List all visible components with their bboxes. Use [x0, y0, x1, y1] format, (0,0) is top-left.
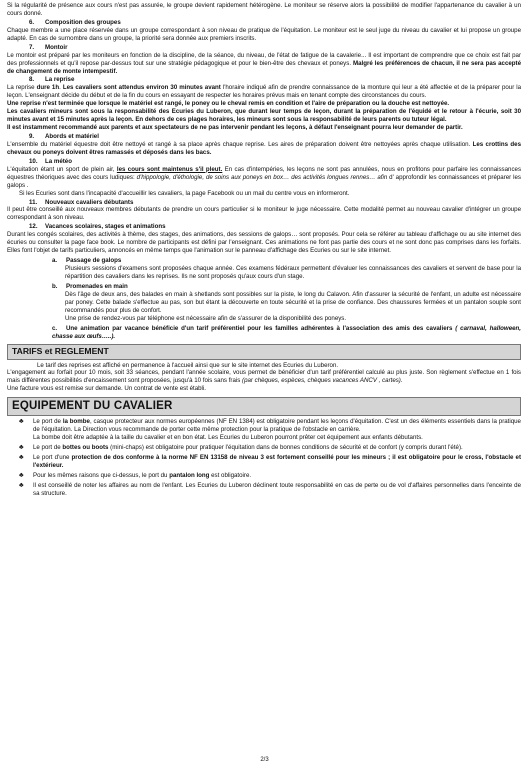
- page-number: 2/3: [260, 757, 269, 763]
- list-item: [7, 418, 521, 442]
- section-title: La reprise: [45, 76, 75, 84]
- document-page: [7, 2, 521, 500]
- text: l'horaire indiqué afin de prendre connaissance de la monture qui leur a été affectée et de la préparer pour la leçon. L'enseignant décide du début et de la fin du cours en essayant de respecter les horaires prévus mais en tenant compte des circonstances du cours.: [7, 84, 522, 100]
- text: Il est conseillé de noter les affaires au nom de l'enfant. Les Ecuries du Luberon déclinent toute responsabilité en cas de perte ou de vol d'affaires personnelles dans l'enceinte de sa structure.: [33, 481, 521, 497]
- section-9-heading: [7, 133, 521, 141]
- subsection-title: Promenades en main: [66, 282, 128, 290]
- bold-text: la bombe: [62, 418, 90, 426]
- subsection-label: b.: [52, 282, 58, 290]
- text: d' approfondir les connaissances et préparer les galops .: [7, 173, 521, 189]
- section-number: 8.: [29, 76, 35, 84]
- section-10-paragraph-2: Si les Ecuries sont dans l'incapacité d'accueillir les cavaliers, la page Facebook ou un mail du centre vous en informeront.: [19, 189, 350, 197]
- section-7-heading: [7, 44, 521, 52]
- section-8-paragraph-3: Les cavaliers mineurs sont sous la responsabilité des Ecuries du Luberon, que durant leur temps de leçon, durant la préparation de l'équidé et le retour à l'écurie, soit 30 minutes avant et 15 minutes après la leçon. En dehors de ces plages horaires, les mineurs sont sous la responsabilité de leurs parents ou tuteur légal.: [7, 108, 521, 124]
- club-icon: ♣: [19, 418, 24, 426]
- section-10-paragraph-1: [7, 166, 521, 190]
- section-title: Vacances scolaires, stages et animations: [45, 223, 166, 231]
- subsection-a-heading: [7, 257, 521, 265]
- section-10-heading: [7, 158, 521, 166]
- equipment-heading: EQUIPEMENT DU CAVALIER: [7, 397, 521, 416]
- bold-text: protection de dos conforme à la norme NF EN 13158 de niveau 3 est fortement conseillé pour les mineurs ; il est obligatoire pour le cross, l'obstacle et l'extérieur.: [33, 453, 521, 469]
- text: Le port de: [33, 418, 63, 426]
- subsection-title: Passage de galops: [66, 257, 122, 265]
- text: est obligatoire.: [209, 471, 252, 479]
- list-item: [7, 454, 521, 470]
- section-9-body: [7, 141, 521, 157]
- bold-underlined-text: les cours sont maintenus s'il pleut.: [116, 165, 223, 173]
- section-12-heading: [7, 223, 521, 231]
- text: La reprise: [7, 84, 37, 92]
- text: Le port d'une: [33, 453, 72, 461]
- tarifs-paragraph-1: Le tarif des reprises est affiché en permanence à l'accueil ainsi que sur le site internet des Ecuries du Luberon.: [37, 361, 339, 369]
- subsection-b-heading: [7, 283, 521, 291]
- list-item: [7, 472, 521, 480]
- subsection-title: Une animation par vacance bénéficie d'un tarif préférentiel pour les familles adhérentes à l'association des amis des cavaliers: [66, 324, 453, 332]
- section-8-paragraph-2: Une reprise n'est terminée que lorsque le matériel est rangé, le poney ou le cheval remis en condition et l'aire de préparation ou la douche est nettoyée.: [7, 100, 450, 108]
- section-number: 11.: [29, 198, 38, 206]
- section-8-heading: [7, 76, 521, 84]
- section-number: 12.: [29, 223, 38, 231]
- section-number: 6.: [29, 18, 35, 26]
- section-title: La météo: [45, 157, 72, 165]
- section-8-paragraph-4: Il est instamment recommandé aux parents et aux spectateurs de ne pas intervenir pendant les leçons, à défaut l'enseignant pourra leur demander de partir.: [7, 124, 463, 132]
- section-title: Abords et matériel: [45, 133, 99, 140]
- section-12-body: Durant les congés scolaires, des activités à thème, des stages, des animations, des sessions de galops… sont proposés. Pour cela se référer au tableau d'affichage ou au site internet des écuries ou consulter la page face book. Le nombre de participants est défini par l'enseignant. Ces animations ne font pas partie des cours et ne sont donc pas comprises dans les forfaits. Elles font l'objet de tarifs particuliers, annoncés en même temps que l'animation sur le panneau d'affichage des Ecuries ou sur le site internet.: [7, 231, 521, 255]
- list-item: [7, 444, 521, 452]
- text: L'équitation étant un sport de plein air,: [7, 165, 117, 173]
- section-8-paragraph-1: [7, 84, 521, 100]
- section-6-heading: [7, 19, 521, 27]
- intro-paragraph: Si la régularité de présence aux cours n'est pas assurée, le groupe devient rapidement hétérogène. Le moniteur se réserve alors la possibilité de modifier l'appartenance du cavalier à un cours donné.: [7, 2, 521, 17]
- text: L'engagement au forfait pour 10 mois, soit 33 séances, pendant l'année scolaire, vous permet de bénéficier d'un tarif préférentiel calculé au plus juste. Son règlement s'effectue en 1 fois mais différentes possibilités d'encaissement sont proposées, jusqu'à 10 fois sans frais: [7, 369, 521, 385]
- italic-text: ( carnaval, halloween, chasse aux œufs…..).: [52, 324, 521, 340]
- text: .: [59, 84, 63, 92]
- section-number: 7.: [29, 43, 35, 51]
- bold-text: Les cavaliers sont attendus environ 30 minutes avant: [62, 84, 221, 92]
- bold-text: Les crottins des chevaux ou poneys doivent êtres ramassés et déposés dans les bacs.: [7, 140, 521, 156]
- club-icon: ♣: [19, 471, 24, 479]
- subsection-label: c.: [52, 324, 58, 332]
- section-number: 9.: [29, 133, 35, 140]
- subsection-c: [7, 325, 521, 341]
- text: Pour les mêmes raisons que ci-dessus, le port du: [33, 471, 170, 479]
- section-number: 10.: [29, 157, 38, 165]
- bold-text: bottes ou boots: [62, 443, 109, 451]
- tarifs-paragraph-3: Une facture vous est remise sur demande. Un contrat de vente est établi.: [7, 385, 206, 393]
- bold-text: dure 1h: [36, 84, 60, 92]
- section-title: Nouveaux cavaliers débutants: [45, 198, 134, 206]
- body-text: Le montoir est préparé par les moniteurs en fonction de la discipline, de la séance, du niveau, de l'état de fatigue de la cavalerie... Il est important de comprendre que ce choix est fait par des professionnels et qu'il repose par-dessus tout sur une stratégie pédagogique et pour le bien-être des chevaux et poneys.: [7, 51, 521, 67]
- italic-text: d'hippologie, d'éthologie, de soins aux poneys en box… des activités longues rennes… afin: [136, 173, 388, 181]
- bold-text: Malgré les préférences de chacun, il ne sera pas accepté de changement de monte intempestif.: [7, 59, 521, 75]
- club-icon: ♣: [19, 481, 24, 489]
- section-6-body: Chaque membre a une place réservée dans un groupe correspondant à son niveau de pratique de l'équitation. Le moniteur est le seul juge du niveau du cavalier et lui propose un groupe adapté. En cas de surnombre dans un groupe, la priorité sera donnée aux premiers inscrits.: [7, 26, 521, 42]
- text: (mini-chaps) est obligatoire pour pratiquer l'équitation dans de bonnes conditions de sécurité et de confort (y compris durant l'été).: [108, 443, 463, 451]
- text: La bombe doit être adaptée à la taille du cavalier et en bon état. Les Ecuries du Luberon pourront prêter cet équipement aux enfants débutants.: [33, 433, 423, 441]
- section-11-body: Il peut être conseillé aux nouveaux membres débutants de prendre un cours particulier si le moniteur le juge nécessaire. Cette modalité permet au nouveau cavalier d'intégrer un groupe correspondant à son niveau.: [7, 206, 521, 222]
- text: Le port de: [33, 443, 63, 451]
- club-icon: ♣: [19, 443, 24, 451]
- italic-text: (par chèques, espèces, chèques vacances ANCV , cartes).: [240, 377, 403, 385]
- subsection-b-body-1: Dès l'âge de deux ans, des balades en main à shetlands sont possibles sur la piste, le long du Calavon. Afin d'assurer la sécurité de l'enfant, un adulte est nécessaire par poney. Cette balade s'effectue au pas, son but étant la découverte en toute sécurité et la prise de confiance. Des chaussures fermées et un pantalon souple sont recommandés pour plus de confort.: [65, 290, 521, 314]
- section-11-heading: [7, 199, 521, 207]
- subsection-b-body-2: Une prise de rendez-vous par téléphone est nécessaire afin de s'assurer de la disponibilité des poneys.: [65, 314, 347, 322]
- text: , casque protecteur aux normes européennes (NF EN 1384) est obligatoire pendant les leçons d'équitation. C'est un des éléments essentiels dans la pratique de l'équitation. La Direction vous recommande de porter cette même protection pour la pratique de l'obstacle en carrière.: [33, 418, 521, 434]
- text: En cas d'intempéries, les leçons ne sont pas annulées, nous en profitons pour parfaire les connaissances équestres théoriques avec des cours ludiques:: [7, 165, 522, 181]
- bold-text: pantalon long: [169, 471, 210, 479]
- equipment-list: [7, 418, 521, 497]
- tarifs-paragraph-2: [7, 369, 521, 385]
- section-title: Composition des groupes: [45, 18, 121, 26]
- subsection-a-body: Plusieurs sessions d'examens sont proposées chaque année. Ces examens fédéraux permettent d'évaluer les connaissances des cavaliers et servent de base pour la répartition des cavaliers dans les reprises. Ils ne sont proposés qu'aux cours d'un stage.: [65, 265, 521, 280]
- section-title: Montoir: [45, 43, 68, 51]
- body-text: L'ensemble du matériel équestre doit être nettoyé et rangé à sa place après chaque reprise. Les aires de préparation doivent être nettoyées après chaque utilisation.: [7, 140, 471, 148]
- subsection-label: a.: [52, 257, 58, 265]
- club-icon: ♣: [19, 453, 24, 461]
- list-item: [7, 482, 521, 498]
- section-7-body: [7, 52, 521, 76]
- tarifs-heading: TARIFS et REGLEMENT: [7, 344, 521, 359]
